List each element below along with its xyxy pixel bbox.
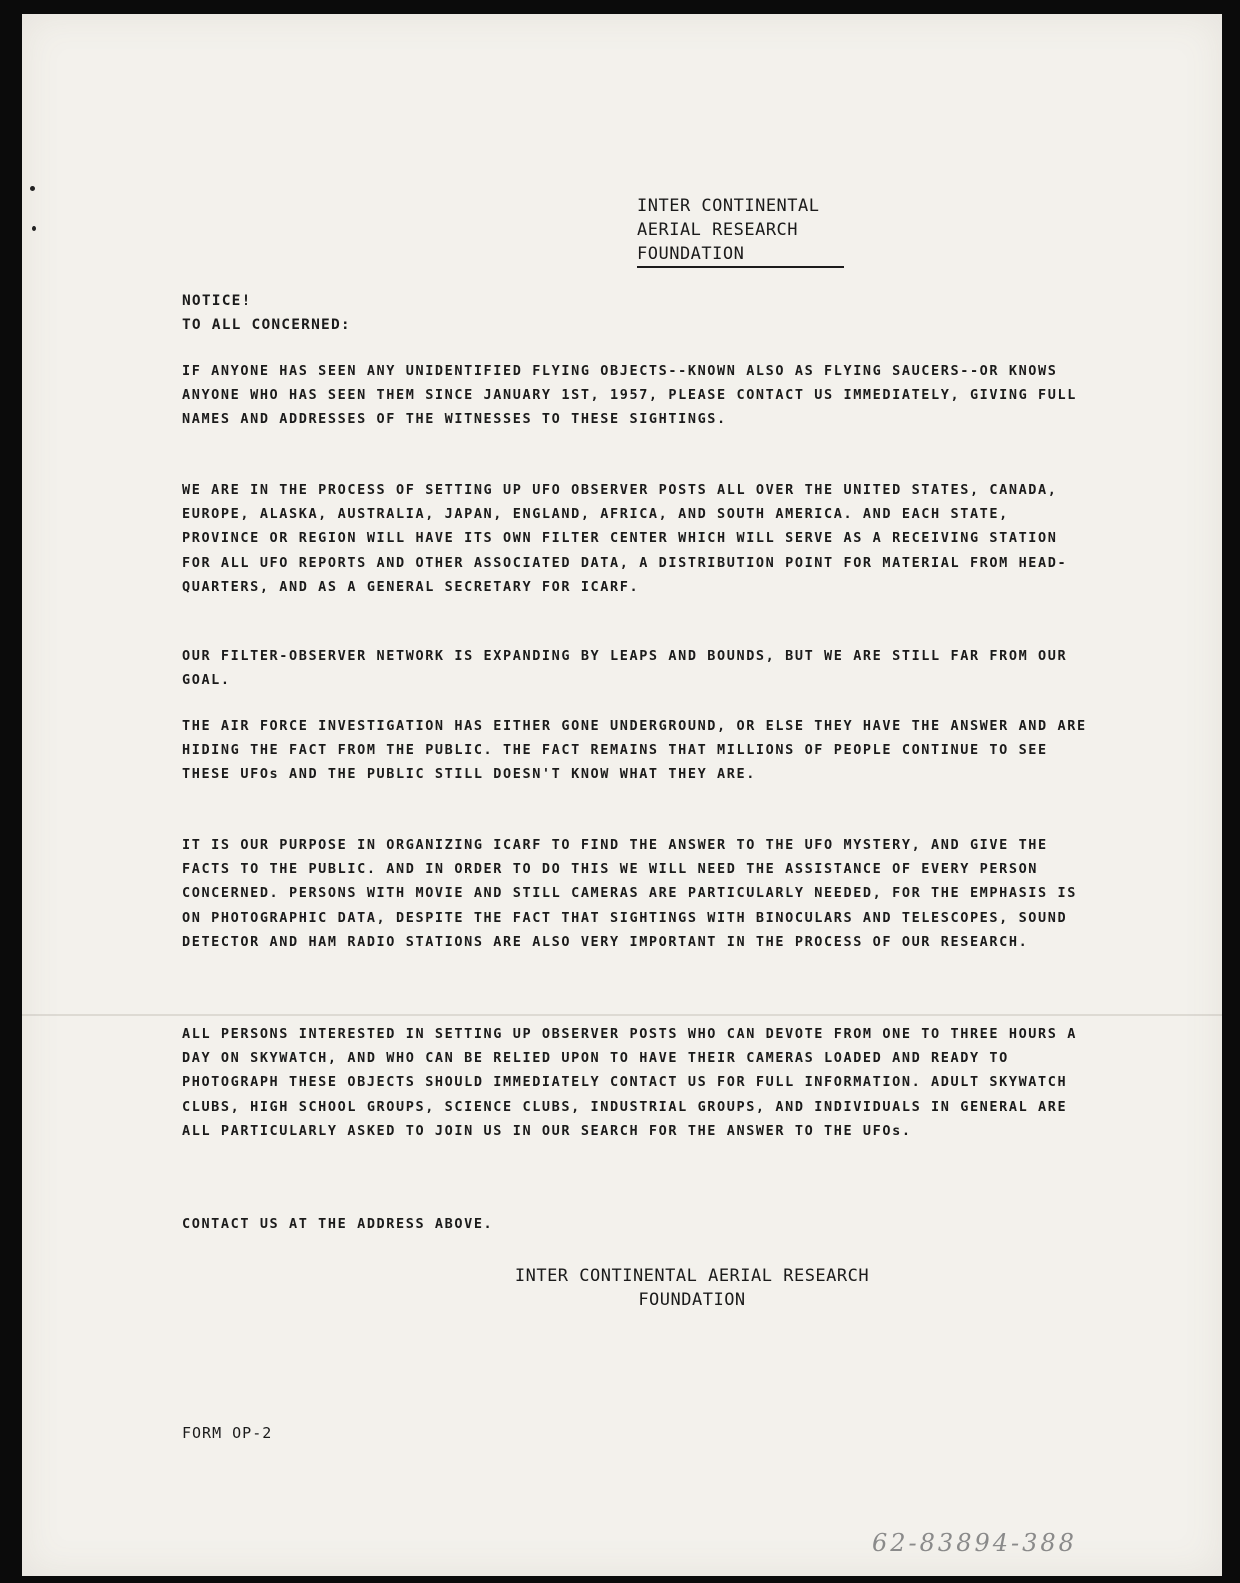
letterhead bbox=[637, 194, 844, 268]
notice-label: NOTICE! bbox=[182, 293, 252, 309]
document-page bbox=[22, 14, 1222, 1576]
file-number: 62-83894-388 bbox=[872, 1529, 1077, 1557]
paragraph-4: THE AIR FORCE INVESTIGATION HAS EITHER GONE UNDERGROUND, OR ELSE THEY HAVE THE ANSWER AND ARE HIDING THE FACT FROM THE PUBLIC. THE FACT REMAINS THAT MILLIONS OF PEOPLE CONTINUE TO SEE THESE UFOs AND THE PUBLIC STILL DOESN'T KNOW WHAT THEY ARE. bbox=[182, 718, 1087, 783]
paragraph-2: WE ARE IN THE PROCESS OF SETTING UP UFO OBSERVER POSTS ALL OVER THE UNITED STATES, CANADA, EUROPE, ALASKA, AUSTRALIA, JAPAN, ENGLAND, AFRICA, AND SOUTH AMERICA. AND EACH STATE, PROVINCE OR REGION WILL HAVE ITS OWN FILTER CENTER WHICH WILL SERVE AS A RECEIVING STATION FOR ALL UFO REPORTS AND OTHER ASSOCIATED DATA, A DISTRIBUTION POINT FOR MATERIAL FROM HEAD-QUARTERS, AND AS A GENERAL SECRETARY FOR ICARF. bbox=[182, 482, 1068, 595]
paragraph-3: OUR FILTER-OBSERVER NETWORK IS EXPANDING BY LEAPS AND BOUNDS, BUT WE ARE STILL FAR FROM OUR GOAL. bbox=[182, 648, 1068, 689]
letterhead-line-3: FOUNDATION bbox=[637, 242, 844, 268]
salutation: TO ALL CONCERNED: bbox=[182, 317, 351, 333]
heading bbox=[182, 289, 351, 337]
form-number: FORM OP-2 bbox=[182, 1424, 273, 1442]
closing-line-2: FOUNDATION bbox=[638, 1290, 746, 1310]
closing-signature bbox=[492, 1264, 892, 1312]
speck bbox=[32, 226, 36, 231]
paragraph-7: CONTACT US AT THE ADDRESS ABOVE. bbox=[182, 1216, 494, 1232]
paragraph-1: IF ANYONE HAS SEEN ANY UNIDENTIFIED FLYING OBJECTS--KNOWN ALSO AS FLYING SAUCERS--OR KNOWS ANYONE WHO HAS SEEN THEM SINCE JANUARY 1ST, 1957, PLEASE CONTACT US IMMEDIATELY, GIVING FULL NAMES AND ADDRESSES OF THE WITNESSES TO THESE SIGHTINGS. bbox=[182, 363, 1077, 428]
paragraph-5: IT IS OUR PURPOSE IN ORGANIZING ICARF TO FIND THE ANSWER TO THE UFO MYSTERY, AND GIVE THE FACTS TO THE PUBLIC. AND IN ORDER TO DO THIS WE WILL NEED THE ASSISTANCE OF EVERY PERSON CONCERNED. PERSONS WITH MOVIE AND STILL CAMERAS ARE PARTICULARLY NEEDED, FOR THE EMPHASIS IS ON PHOTOGRAPHIC DATA, DESPITE THE FACT THAT SIGHTINGS WITH BINOCULARS AND TELESCOPES, SOUND DETECTOR AND HAM RADIO STATIONS ARE ALSO VERY IMPORTANT IN THE PROCESS OF OUR RESEARCH. bbox=[182, 837, 1077, 950]
letterhead-line-2: AERIAL RESEARCH bbox=[637, 220, 799, 240]
closing-line-1: INTER CONTINENTAL AERIAL RESEARCH bbox=[514, 1266, 870, 1286]
paragraph-6: ALL PERSONS INTERESTED IN SETTING UP OBSERVER POSTS WHO CAN DEVOTE FROM ONE TO THREE HOURS A DAY ON SKYWATCH, AND WHO CAN BE RELIED UPON TO HAVE THEIR CAMERAS LOADED AND READY TO PHOTOGRAPH THESE OBJECTS SHOULD IMMEDIATELY CONTACT US FOR FULL INFORMATION. ADULT SKYWATCH CLUBS, HIGH SCHOOL GROUPS, SCIENCE CLUBS, INDUSTRIAL GROUPS, AND INDIVIDUALS IN GENERAL ARE ALL PARTICULARLY ASKED TO JOIN US IN OUR SEARCH FOR THE ANSWER TO THE UFOs. bbox=[182, 1026, 1077, 1139]
letterhead-line-1: INTER CONTINENTAL bbox=[637, 196, 820, 216]
fold-crease bbox=[22, 1014, 1222, 1016]
speck bbox=[30, 186, 35, 191]
